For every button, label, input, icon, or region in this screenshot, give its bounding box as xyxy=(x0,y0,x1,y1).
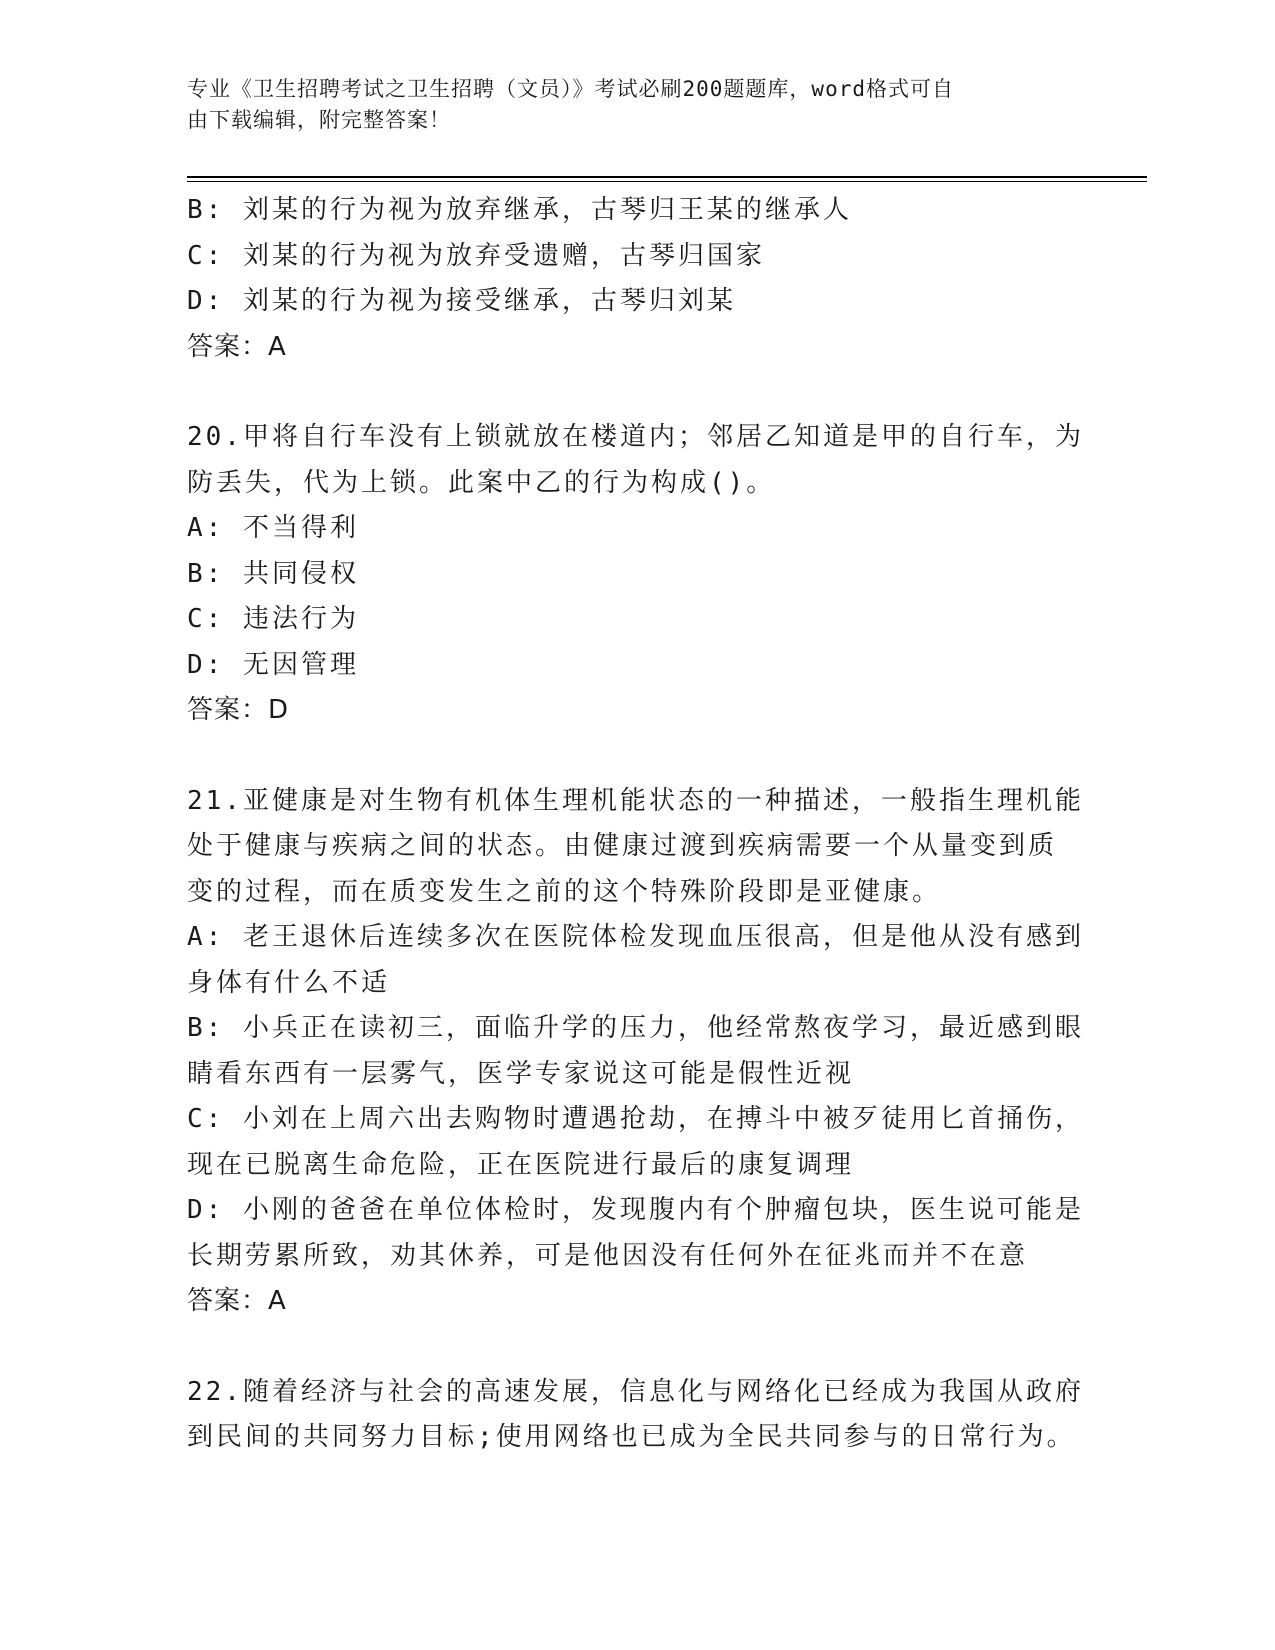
q21-option-d-line-2: 长期劳累所致，劝其休养，可是他因没有任何外在征兆而并不在意 xyxy=(187,1240,1029,1271)
q21-stem-line-2: 处于健康与疾病之间的状态。由健康过渡到疾病需要一个从量变到质 xyxy=(187,831,1058,861)
question-content xyxy=(187,188,1087,1461)
q21-stem-line-1: 21.亚健康是对生物有机体生理机能状态的一种描述，一般指生理机能 xyxy=(187,785,1084,816)
spacer xyxy=(187,734,1087,779)
q19-option-d: D: 刘某的行为视为接受继承，古琴归刘某 xyxy=(187,286,736,316)
question-22 xyxy=(187,1370,1087,1461)
header-divider-thin xyxy=(187,181,1147,182)
header-line-2: 由下载编辑，附完整答案！ xyxy=(187,108,451,132)
q21-option-c-line-1: C: 小刘在上周六出去购物时遭遇抢劫，在搏斗中被歹徒用匕首捅伤， xyxy=(187,1104,1084,1134)
question-21 xyxy=(187,779,1087,1325)
q20-stem-line-2: 防丢失，代为上锁。此案中乙的行为构成()。 xyxy=(187,467,776,498)
q21-answer: 答案：A xyxy=(187,1286,287,1316)
q22-stem-line-2: 到民间的共同努力目标;使用网络也已成为全民共同参与的日常行为。 xyxy=(187,1422,1076,1452)
header-divider-thick xyxy=(187,176,1147,178)
q21-option-a-line-1: A: 老王退休后连续多次在医院体检发现血压很高，但是他从没有感到 xyxy=(187,922,1084,952)
question-19 xyxy=(187,188,1087,370)
q21-option-b-line-1: B: 小兵正在读初三，面临升学的压力，他经常熬夜学习，最近感到眼 xyxy=(187,1013,1084,1043)
q21-option-a-line-2: 身体有什么不适 xyxy=(187,967,391,998)
spacer xyxy=(187,1325,1087,1370)
q21-stem-line-3: 变的过程，而在质变发生之前的这个特殊阶段即是亚健康。 xyxy=(187,876,942,907)
q20-option-d: D: 无因管理 xyxy=(187,649,359,680)
q21-option-c-line-2: 现在已脱离生命危险，正在医院进行最后的康复调理 xyxy=(187,1149,855,1180)
q20-option-c: C: 违法行为 xyxy=(187,604,359,634)
q19-option-b: B: 刘某的行为视为放弃继承，古琴归王某的继承人 xyxy=(187,195,852,225)
q19-answer: 答案：A xyxy=(187,331,287,362)
q20-option-b: B: 共同侵权 xyxy=(187,558,359,589)
q19-option-c: C: 刘某的行为视为放弃受遗赠，古琴归国家 xyxy=(187,240,765,271)
question-20 xyxy=(187,415,1087,734)
q20-option-a: A: 不当得利 xyxy=(187,513,359,543)
document-header xyxy=(187,74,1067,136)
spacer xyxy=(187,370,1087,415)
q21-option-b-line-2: 睛看东西有一层雾气，医学专家说这可能是假性近视 xyxy=(187,1058,855,1089)
q20-stem-line-1: 20.甲将自行车没有上锁就放在楼道内；邻居乙知道是甲的自行车，为 xyxy=(187,422,1084,452)
q22-stem-line-1: 22.随着经济与社会的高速发展，信息化与网络化已经成为我国从政府 xyxy=(187,1376,1084,1407)
header-line-1: 专业《卫生招聘考试之卫生招聘（文员）》考试必刷200题题库，word格式可自 xyxy=(187,77,954,101)
q20-answer: 答案：D xyxy=(187,695,290,725)
q21-option-d-line-1: D: 小刚的爸爸在单位体检时，发现腹内有个肿瘤包块，医生说可能是 xyxy=(187,1195,1084,1225)
